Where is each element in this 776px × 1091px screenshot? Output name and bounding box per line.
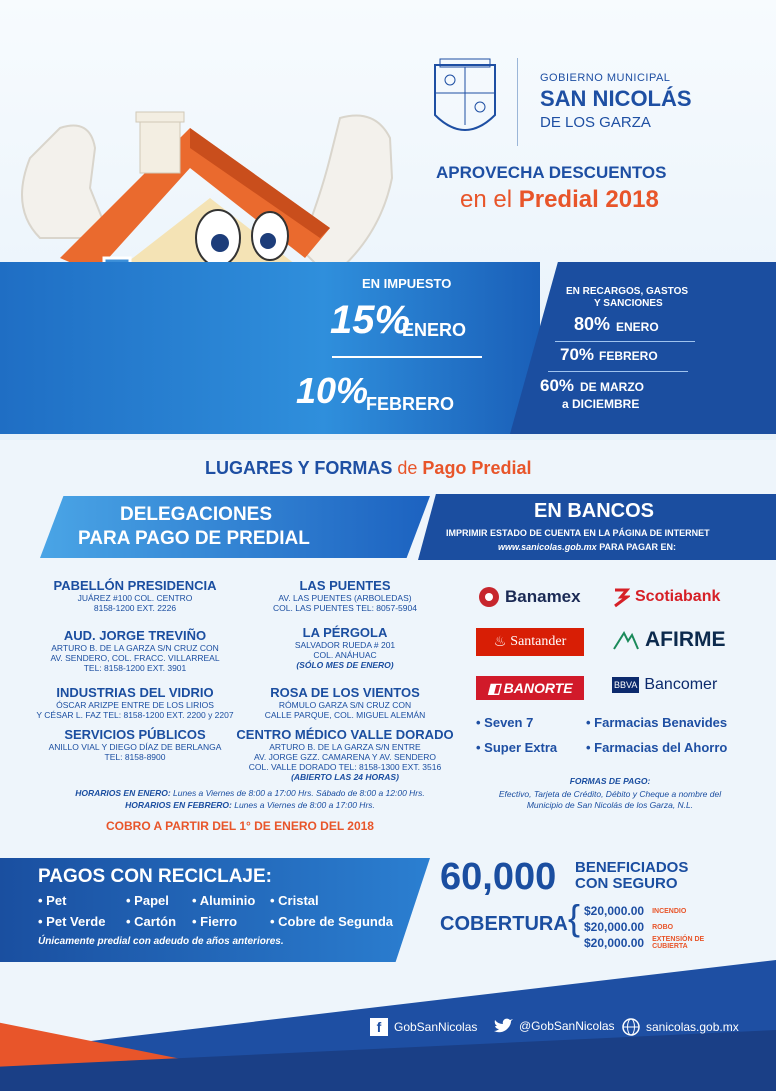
delegacion-item [20, 685, 250, 727]
headline2-a: en el [460, 186, 513, 213]
web-url: sanicolas.gob.mx [646, 1020, 739, 1034]
recargos-label2: Y SANCIONES [594, 298, 663, 309]
bank-name: Bancomer [644, 676, 718, 693]
horario1-text: Lunes a Viernes de 8:00 a 17:00 Hrs. Sábado de 8:00 a 12:00 Hrs. [173, 788, 425, 798]
cobertura-label: COBERTURA [440, 913, 568, 935]
gov-line2: SAN NICOLÁS [540, 86, 692, 111]
bank-banorte [476, 676, 584, 700]
delegaciones-right [235, 578, 455, 782]
facebook-handle: GobSanNicolas [394, 1020, 478, 1034]
r1-pct: 80% [574, 314, 611, 334]
delegacion-line: ARTURO B. DE LA GARZA S/N ENTRE [269, 742, 421, 752]
bank-name: Santander [510, 634, 567, 649]
delegacion-line: ARTURO B. DE LA GARZA S/N CRUZ CON [51, 643, 219, 653]
bancos-sub2 [498, 542, 676, 552]
twitter-icon [493, 1018, 513, 1034]
formas-line1: Efectivo, Tarjeta de Crédito, Débito y Cheque a nombre del [498, 789, 722, 799]
delegacion-item [20, 727, 250, 762]
delegacion-name: AUD. JORGE TREVIÑO [63, 628, 207, 643]
delegacion-line: (SÓLO MES DE ENERO) [296, 660, 394, 670]
horario1-label: HORARIOS EN ENERO: [75, 788, 171, 798]
delegacion-line: COL. LAS PUENTES TEL: 8057-5904 [273, 603, 417, 613]
store-ahorro: • Farmacias del Ahorro [586, 740, 728, 755]
pct2: 10% [296, 370, 369, 411]
recy-label: Fierro [200, 914, 238, 929]
recargos-sep1 [555, 341, 695, 342]
store-superextra: • Super Extra [476, 740, 558, 755]
cobertura-item [584, 919, 708, 935]
delegacion-line: AV. SENDERO, COL. FRACC. VILLARREAL [50, 653, 220, 663]
cobertura-desc: INCENDIO [652, 907, 687, 915]
delegacion-item [235, 625, 455, 685]
r3-pct: 60% [540, 376, 575, 395]
facebook-icon: f [370, 1018, 388, 1036]
horario2-label: HORARIOS EN FEBRERO: [125, 800, 232, 810]
delegacion-line: JUÁREZ #100 COL. CENTRO [77, 593, 193, 603]
recy-label: Pet Verde [46, 914, 106, 929]
bank-scotiabank [612, 586, 720, 608]
bancos-title: EN BANCOS [534, 500, 655, 522]
delegacion-item [235, 727, 455, 782]
delegacion-item [235, 685, 455, 727]
delegacion-line: TEL: 8158-1200 EXT. 3901 [83, 663, 187, 673]
banamex-logo-icon [478, 586, 500, 608]
cobertura-amount: $20,000.00 [584, 920, 645, 934]
headline1: APROVECHA DESCUENTOS [436, 163, 667, 182]
banner-separator [332, 356, 482, 358]
delegaciones-left [20, 578, 250, 762]
r1-month: ENERO [616, 320, 659, 334]
lugares-c: Pago Predial [422, 458, 532, 478]
bank-name: Banamex [505, 587, 581, 606]
r3-month2: a DICIEMBRE [562, 397, 640, 411]
recy-item: • Papel [126, 893, 169, 908]
r2-month: FEBRERO [599, 349, 658, 363]
cobertura-item [584, 935, 708, 951]
twitter-handle: @GobSanNicolas [519, 1019, 615, 1033]
recy-item: • Pet [38, 893, 67, 908]
r3-month1: DE MARZO [580, 380, 644, 394]
delegacion-item [235, 578, 455, 625]
recy-label: Cobre de Segunda [278, 914, 394, 929]
discount-banner [0, 262, 540, 434]
r2-pct: 70% [560, 345, 595, 364]
footer-facebook[interactable] [370, 1018, 477, 1036]
delegacion-line: AV. LAS PUENTES (ARBOLEDAS) [278, 593, 412, 603]
bank-name: BANORTE [503, 680, 573, 696]
recargos-sep2 [548, 371, 688, 372]
delegacion-name: CENTRO MÉDICO VALLE DORADO [236, 727, 454, 742]
delegacion-line: CALLE PARQUE, COL. MIGUEL ALEMÁN [264, 710, 426, 720]
delegacion-line: (ABIERTO LAS 24 HORAS) [291, 772, 399, 782]
bbva-logo-icon: BBVA [612, 677, 639, 693]
cobertura-amount: $20,000.00 [584, 904, 645, 918]
delegacion-line: ANILLO VIAL Y DIEGO DÍAZ DE BERLANGA [48, 742, 222, 752]
delegacion-line: COL. ANÁHUAC [313, 650, 377, 660]
delegacion-name: INDUSTRIAS DEL VIDRIO [56, 685, 214, 700]
delegacion-line: RÓMULO GARZA S/N CRUZ CON [278, 700, 412, 710]
gov-line1: GOBIERNO MUNICIPAL [540, 72, 671, 84]
delegacion-name: LA PÉRGOLA [302, 625, 388, 640]
bank-bancomer [612, 676, 717, 694]
cobertura-item [584, 903, 708, 919]
reciclaje-title: PAGOS CON RECICLAJE: [38, 866, 273, 887]
coat-of-arms-icon [430, 55, 500, 145]
store-name: Super Extra [484, 740, 558, 755]
cobertura-desc: EXTENSIÓN DE CUBIERTA [652, 936, 705, 950]
delegacion-name: SERVICIOS PÚBLICOS [64, 727, 206, 742]
delegacion-name: ROSA DE LOS VIENTOS [270, 685, 420, 700]
delegacion-item [20, 628, 250, 685]
cobro-text: COBRO A PARTIR DEL 1° DE ENERO DEL 2018 [106, 819, 374, 833]
store-benavides: • Farmacias Benavides [586, 715, 728, 730]
delegacion-name: PABELLÓN PRESIDENCIA [53, 578, 217, 593]
recy-label: Aluminio [199, 893, 256, 908]
delegacion-name: LAS PUENTES [299, 578, 391, 593]
recy-label: Papel [134, 893, 169, 908]
horario2-text: Lunes a Viernes de 8:00 a 17:00 Hrs. [234, 800, 375, 810]
lugares-a: LUGARES Y FORMAS [205, 458, 393, 478]
recy-item: • Pet Verde [38, 914, 106, 929]
recy-label: Cristal [278, 893, 319, 908]
delegacion-line: Y CÉSAR L. FAZ TEL: 8158-1200 EXT. 2200 y 2207 [36, 710, 234, 720]
header-divider [517, 58, 518, 146]
headline2-b: Predial 2018 [518, 186, 659, 213]
formas-line2: Municipio de San Nicolás de los Garza, N.L. [526, 800, 694, 810]
santander-logo-icon: ♨ [493, 634, 507, 650]
globe-icon [622, 1018, 640, 1036]
cobertura-amount: $20,000.00 [584, 936, 645, 950]
store-name: Farmacias Benavides [594, 715, 728, 730]
recy-label: Cartón [134, 914, 177, 929]
recy-item: • Cartón [126, 914, 177, 929]
cobertura-brace: { [568, 897, 581, 938]
recy-item: • Aluminio [192, 893, 256, 908]
delegacion-item [20, 578, 250, 628]
headline2 [460, 186, 659, 214]
recy-item: • Cobre de Segunda [270, 914, 394, 929]
bancos-url[interactable]: www.sanicolas.gob.mx [498, 542, 597, 552]
pct1: 15% [330, 298, 411, 342]
horario1 [60, 788, 440, 798]
delegacion-line: COL. VALLE DORADO TEL: 8158-1300 EXT. 3516 [248, 762, 442, 772]
afirme-logo-icon [612, 629, 640, 651]
bank-banamex [478, 586, 581, 608]
footer-web[interactable] [622, 1018, 739, 1036]
bank-name: AFIRME [645, 628, 726, 651]
lugares-title [205, 458, 531, 479]
bank-afirme [612, 628, 726, 652]
cobertura-list [584, 903, 708, 951]
recargos-label1: EN RECARGOS, GASTOS [566, 286, 689, 297]
recy-label: Pet [46, 893, 67, 908]
recy-item: • Fierro [192, 914, 238, 929]
seguro-label [575, 860, 688, 892]
bank-santander [476, 628, 584, 656]
delegaciones-title1: DELEGACIONES [120, 504, 273, 525]
banorte-logo-icon: ◧ [487, 679, 501, 696]
seguro-number: 60,000 [440, 856, 557, 898]
month1: ENERO [402, 320, 467, 340]
formas-title: FORMAS DE PAGO: [569, 776, 651, 786]
store-seven: • Seven 7 [476, 715, 534, 730]
delegacion-line: SALVADOR RUEDA # 201 [294, 640, 396, 650]
seguro-label2: CON SEGURO [575, 875, 678, 892]
recy-item: • Cristal [270, 893, 319, 908]
bancos-sub2-rest: PARA PAGAR EN: [599, 542, 677, 552]
delegacion-line: 8158-1200 EXT. 2226 [93, 603, 177, 613]
store-name: Seven 7 [484, 715, 534, 730]
scotiabank-logo-icon [612, 586, 630, 608]
delegacion-line: AV. JORGE GZZ. CAMARENA Y AV. SENDERO [253, 752, 437, 762]
horario2 [60, 800, 440, 810]
delegacion-line: TEL: 8158-8900 [104, 752, 166, 762]
bank-name: Scotiabank [635, 588, 721, 605]
cobertura-desc: ROBO [652, 923, 674, 931]
impuesto-label: EN IMPUESTO [362, 276, 452, 291]
gov-line3: DE LOS GARZA [540, 114, 651, 131]
month2: FEBRERO [366, 394, 455, 414]
lugares-b: de [397, 458, 418, 478]
seguro-label1: BENEFICIADOS [575, 859, 689, 876]
store-name: Farmacias del Ahorro [594, 740, 728, 755]
delegacion-line: ÓSCAR ARIZPE ENTRE DE LOS LIRIOS [56, 700, 214, 710]
reciclaje-note: Únicamente predial con adeudo de años anteriores. [38, 936, 284, 947]
delegaciones-title2: PARA PAGO DE PREDIAL [78, 528, 310, 549]
bancos-sub1: IMPRIMIR ESTADO DE CUENTA EN LA PÁGINA DE INTERNET [446, 528, 710, 538]
footer-twitter[interactable] [493, 1018, 615, 1034]
